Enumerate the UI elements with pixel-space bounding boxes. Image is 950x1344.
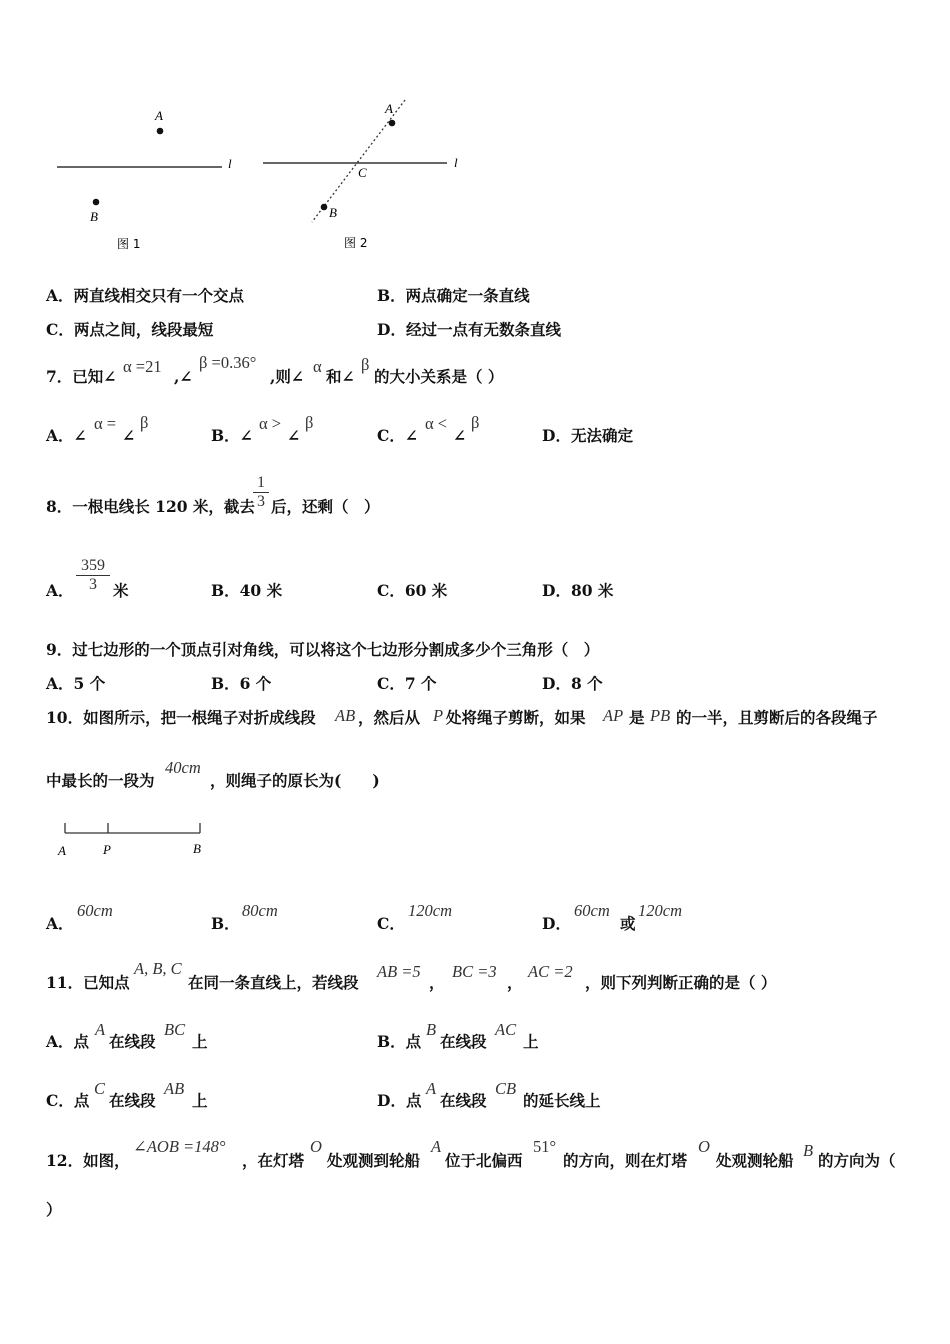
q10-option-a-label: A． (46, 914, 74, 933)
q12-o-1: O (310, 1137, 322, 1156)
fig2-label-l: l (454, 155, 458, 170)
q10-pb: PB (650, 706, 671, 725)
q10-option-c-label: C． (377, 914, 405, 933)
q8-option-a-numerator: 359 (81, 557, 105, 574)
q11-option-b-end: 上 (523, 1032, 539, 1051)
q10-option-d-value2: 120cm (638, 901, 682, 920)
q7-stem-mid: ,∠ (174, 367, 193, 386)
q7-option-b-angle: ∠ (287, 426, 300, 445)
q10-ab: AB (335, 706, 356, 725)
q8-fraction-denominator: 3 (253, 492, 269, 511)
q11-option-d-label: D．点 (377, 1091, 422, 1110)
q10-fig-label-p: P (103, 842, 111, 857)
q11-option-c-segment: AB (164, 1079, 185, 1098)
q11-option-c-label: C．点 (46, 1091, 90, 1110)
q8-option-b: B．40 米 (211, 581, 283, 600)
q11-option-a-segment: BC (164, 1020, 186, 1039)
q7-beta-eq: β =0.36° (199, 353, 257, 372)
q10-option-b-label: B． (211, 914, 240, 933)
q7-option-a-beta: β (140, 413, 149, 432)
q11-stem-prefix: 11．已知点 (46, 973, 130, 992)
q10-option-a-value: 60cm (77, 901, 113, 920)
q10-option-d-label: D． (542, 914, 571, 933)
geometry-figures (0, 0, 950, 260)
q11-option-a-label: A．点 (46, 1032, 90, 1051)
q7-option-a-rel: α = (94, 414, 117, 433)
fig2-point-b (321, 204, 328, 211)
q7-option-c-rel: α < (425, 414, 448, 433)
fig1-label-a: A (155, 108, 163, 123)
q10-line2-b: ，则绳子的原长为( ) (210, 771, 380, 790)
q12-text-1: ，在灯塔 (242, 1151, 305, 1170)
fig2-point-a (389, 120, 396, 127)
q11-comma-1: ， (429, 973, 445, 992)
q7-option-b-label: B．∠ (211, 426, 253, 445)
q12-stem-prefix: 12．如图， (46, 1151, 130, 1170)
fig2-label-a: A (385, 101, 393, 116)
q12-o-2: O (698, 1137, 710, 1156)
q8-option-d: D．80 米 (542, 581, 614, 600)
q7-stem-and: 和∠ (326, 367, 355, 386)
q11-ac-eq: AC =2 (528, 962, 573, 981)
q11-points: A, B, C (134, 959, 182, 978)
fig2-label-b: B (329, 205, 337, 220)
fig1-caption: 图 1 (117, 237, 141, 251)
q10-option-c-value: 120cm (408, 901, 452, 920)
q11-option-b-point: B (426, 1020, 437, 1039)
q8-fraction (253, 474, 269, 511)
q11-option-c-point: C (94, 1079, 106, 1098)
q7-option-a-label: A．∠ (46, 426, 87, 445)
q7-option-b-beta: β (305, 413, 314, 432)
q8-option-c: C．60 米 (377, 581, 448, 600)
q10-option-b-value: 80cm (242, 901, 278, 920)
q11-option-c-end: 上 (192, 1091, 208, 1110)
q12-text-2: 处观测到轮船 (327, 1151, 421, 1170)
q10-rope-figure (50, 815, 220, 860)
fig1-label-l: l (228, 156, 232, 171)
q8-fraction-numerator: 1 (257, 474, 265, 491)
q7-option-a-angle: ∠ (122, 426, 135, 445)
q10-line1-d: 是 (629, 708, 645, 727)
q10-p: P (433, 706, 444, 725)
q12-text-5: 处观测轮船 (716, 1151, 794, 1170)
q10-ap: AP (603, 706, 624, 725)
q11-option-b-mid: 在线段 (440, 1032, 487, 1051)
q11-option-b-label: B．点 (377, 1032, 422, 1051)
q11-option-a-point: A (95, 1020, 106, 1039)
q11-option-a-mid: 在线段 (109, 1032, 156, 1051)
q10-length: 40cm (165, 758, 201, 777)
q10-line1-a: 10．如图所示，把一根绳子对折成线段 (46, 708, 316, 727)
q11-option-b-segment: AC (495, 1020, 517, 1039)
fig2-caption: 图 2 (344, 236, 368, 250)
q8-stem-prefix: 8．一根电线长 120 米，截去 (46, 497, 255, 516)
q7-option-d: D．无法确定 (542, 426, 633, 445)
q12-b: B (803, 1141, 814, 1160)
q11-comma-2: ， (507, 973, 523, 992)
q7-stem-suffix: 的大小关系是（ ） (374, 367, 504, 386)
q10-option-d-or: 或 (620, 914, 636, 933)
q9-option-b: B．6 个 (211, 674, 272, 693)
q10-line2-a: 中最长的一段为 (46, 771, 155, 790)
q7-alpha: α (313, 357, 322, 376)
q7-beta: β (361, 355, 370, 374)
q7-option-b-rel: α > (259, 414, 282, 433)
fig1-point-b (93, 199, 100, 206)
q11-ab-eq: AB =5 (377, 962, 421, 981)
q6-option-b: B．两点确定一条直线 (377, 286, 530, 305)
q12-text-3: 位于北偏西 (445, 1151, 523, 1170)
q11-stem-suffix: ，则下列判断正确的是（ ） (585, 973, 777, 992)
q12-angle: ∠AOB =148° (133, 1137, 226, 1156)
q7-stem-then: ,则∠ (270, 367, 304, 386)
q12-degree: 51° (533, 1137, 557, 1156)
q11-bc-eq: BC =3 (452, 962, 497, 981)
q11-option-c-mid: 在线段 (109, 1091, 156, 1110)
q12-text-4: 的方向，则在灯塔 (563, 1151, 688, 1170)
q11-option-d-end: 的延长线上 (523, 1091, 601, 1110)
q7-option-c-beta: β (471, 413, 480, 432)
q11-option-a-end: 上 (192, 1032, 208, 1051)
q10-line1-e: 的一半，且剪断后的各段绳子 (676, 708, 878, 727)
q6-option-d: D．经过一点有无数条直线 (377, 320, 561, 339)
q9-option-a: A．5 个 (46, 674, 106, 693)
q7-option-c-label: C．∠ (377, 426, 418, 445)
q8-stem-suffix: 后，还剩（ ） (271, 497, 380, 516)
q7-stem-prefix: 7．已知∠ (46, 367, 117, 386)
fig2-dotted-line-ab (312, 100, 405, 222)
q6-option-a: A．两直线相交只有一个交点 (46, 286, 245, 305)
fig1-label-b: B (90, 209, 98, 224)
q11-stem-mid: 在同一条直线上，若线段 (188, 973, 359, 992)
q8-option-a-fraction (76, 557, 110, 594)
q10-fig-label-b: B (193, 841, 201, 856)
q10-line1-c: 处将绳子剪断，如果 (446, 708, 586, 727)
q7-alpha-eq: α =21 (123, 357, 162, 376)
fig2-label-c: C (358, 165, 367, 180)
q12-line-2: ） (46, 1200, 62, 1219)
q9-stem: 9．过七边形的一个顶点引对角线，可以将这个七边形分割成多少个三角形（ ） (46, 640, 600, 659)
q11-option-d-point: A (426, 1079, 437, 1098)
q6-option-c: C．两点之间，线段最短 (46, 320, 214, 339)
q8-option-a-unit: 米 (113, 581, 129, 600)
q7-option-c-angle: ∠ (453, 426, 466, 445)
q9-option-c: C．7 个 (377, 674, 437, 693)
fig1-point-a (157, 128, 164, 135)
q10-fig-label-a: A (58, 843, 66, 858)
q10-line1-b: ，然后从 (358, 708, 421, 727)
q11-option-d-segment: CB (495, 1079, 517, 1098)
q8-option-a-denominator: 3 (76, 575, 110, 594)
q8-option-a-label: A． (46, 581, 74, 600)
q9-option-d: D．8 个 (542, 674, 603, 693)
q12-a: A (431, 1137, 442, 1156)
q12-text-6: 的方向为（ (818, 1151, 896, 1170)
q10-option-d-value1: 60cm (574, 901, 610, 920)
q11-option-d-mid: 在线段 (440, 1091, 487, 1110)
